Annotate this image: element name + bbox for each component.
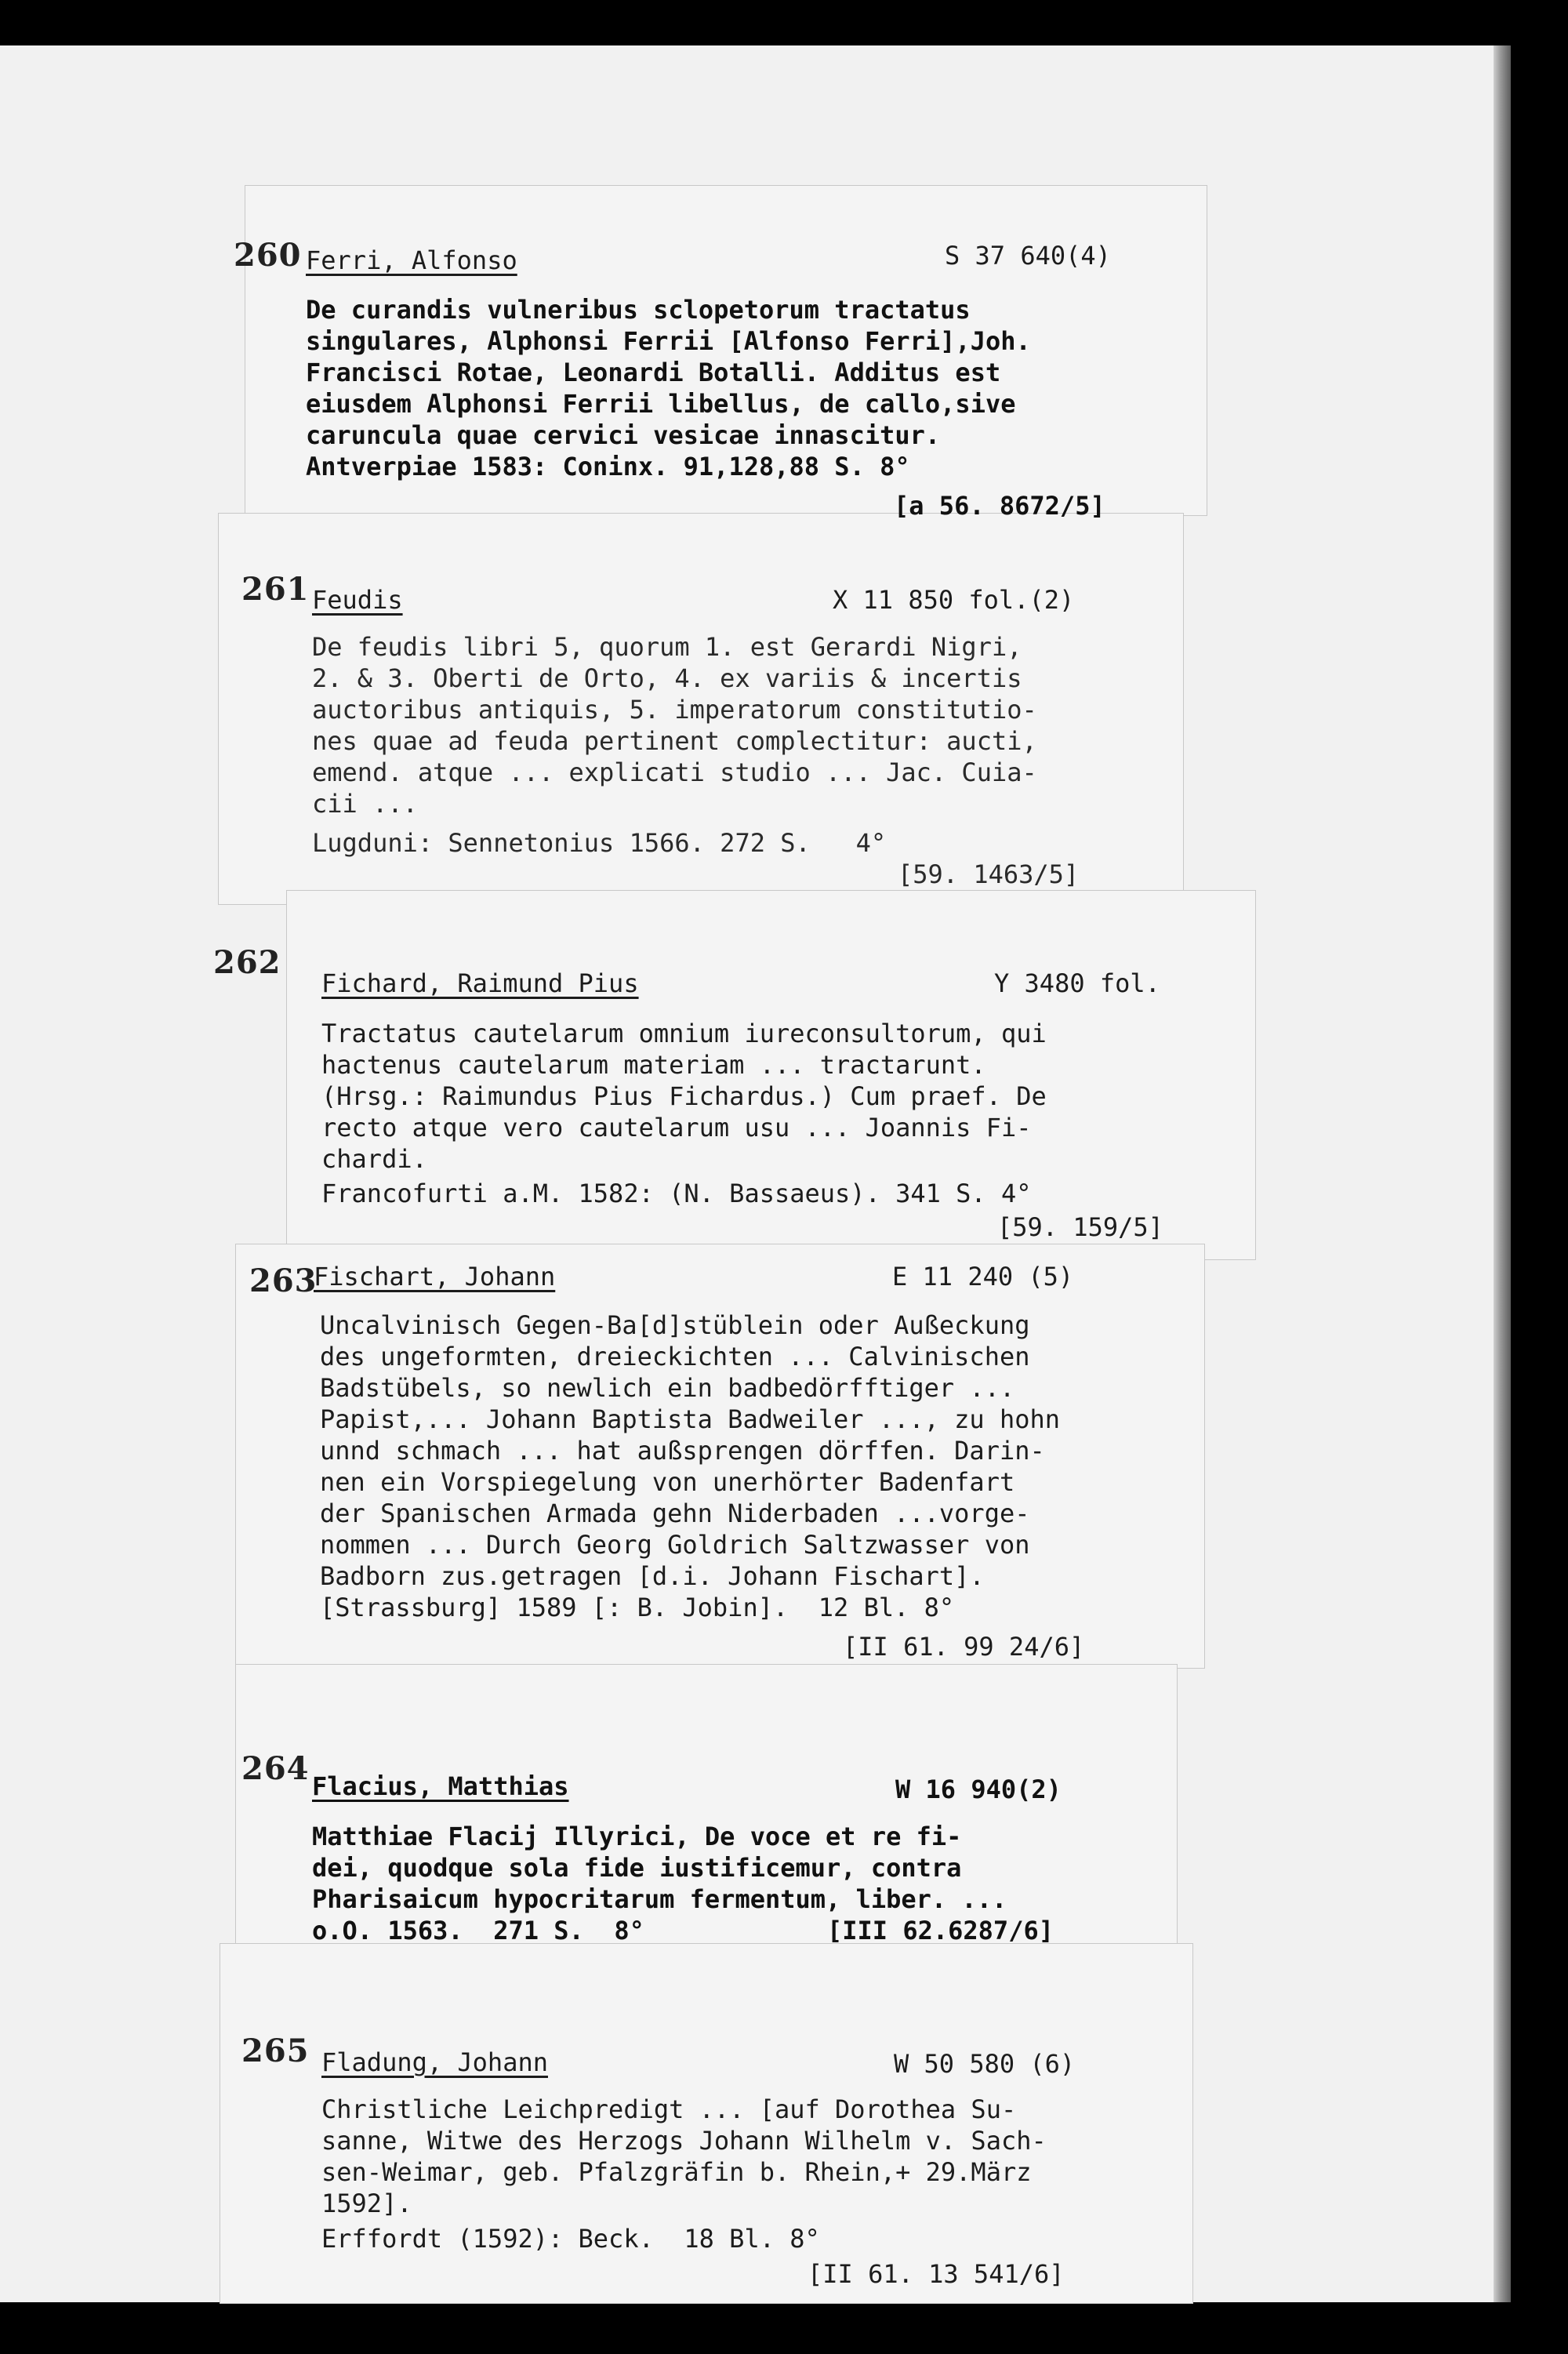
entry-line: hactenus cautelarum materiam ... tractarunt. (321, 1050, 986, 1080)
entry-line: caruncula quae cervici vesicae innascitur. (306, 420, 941, 450)
shelf-mark: S 37 640(4) (945, 241, 1111, 271)
entry-line: Francisci Rotae, Leonardi Botalli. Additus est (306, 358, 1001, 387)
entry-line: eiusdem Alphonsi Ferrii libellus, de callo,sive (306, 389, 1016, 419)
entry-line: singulares, Alphonsi Ferrii [Alfonso Ferri],Joh. (306, 326, 1031, 356)
entry-line: dei, quodque sola fide iustificemur, contra (312, 1853, 962, 1883)
entry-line: Tractatus cautelarum omnium iureconsultorum, qui (321, 1019, 1047, 1048)
entry-heading: Ferri, Alfonso (306, 245, 517, 275)
call-number: [59. 1463/5] (898, 859, 1080, 889)
entry-line: Matthiae Flacij Illyrici, De voce et re fi- (312, 1822, 962, 1851)
entry-line: nes quae ad feuda pertinent complectitur: aucti, (312, 726, 1037, 756)
entry-heading: Fischart, Johann (314, 1262, 556, 1291)
entry-line: auctoribus antiquis, 5. imperatorum constitutio- (312, 695, 1037, 725)
entry-line: Francofurti a.M. 1582: (N. Bassaeus). 341 S. 4° (321, 1179, 1032, 1208)
entry-heading: Fichard, Raimund Pius (321, 968, 639, 998)
call-number: [59. 159/5] (997, 1212, 1163, 1242)
entry-line: 2. & 3. Oberti de Orto, 4. ex variis & incertis (312, 663, 1022, 693)
entry-line: [Strassburg] 1589 [: B. Jobin]. 12 Bl. 8° (320, 1593, 955, 1622)
entry-line: nen ein Vorspiegelung von unerhörter Badenfart (320, 1467, 1015, 1497)
entry-line: Erffordt (1592): Beck. 18 Bl. 8° (321, 2224, 820, 2254)
entry-number: 264 (241, 1750, 310, 1787)
shelf-mark: X 11 850 fol.(2) (833, 585, 1075, 615)
entry-number: 262 (213, 944, 281, 981)
entry-line: Antverpiae 1583: Coninx. 91,128,88 S. 8° (306, 452, 910, 481)
entry-line: Lugduni: Sennetonius 1566. 272 S. 4° (312, 828, 887, 858)
entry-line: Badstübels, so newlich ein badbedörfftiger ... (320, 1373, 1015, 1403)
entry-line: Papist,... Johann Baptista Badweiler ..., zu hohn (320, 1404, 1061, 1434)
call-number: [II 61. 13 541/6] (808, 2259, 1065, 2289)
entry-number: 260 (234, 237, 302, 274)
call-number: [III 62.6287/6] (827, 1916, 1054, 1945)
entry-line: sanne, Witwe des Herzogs Johann Wilhelm v. Sach- (321, 2126, 1047, 2156)
entry-line: De curandis vulneribus sclopetorum tractatus (306, 295, 971, 325)
entry-line: o.O. 1563. 271 S. 8° (312, 1916, 644, 1945)
entry-line: Christliche Leichpredigt ... [auf Dorothea Su- (321, 2094, 1017, 2124)
entry-line: unnd schmach ... hat außsprengen dörffen. Darin- (320, 1436, 1045, 1466)
entry-number: 265 (241, 2033, 310, 2069)
entry-line: 1592]. (321, 2189, 412, 2218)
entry-line: cii ... (312, 789, 418, 819)
entry-line: recto atque vero cautelarum usu ... Joannis Fi- (321, 1113, 1032, 1142)
entry-line: des ungeformten, dreieckichten ... Calvinischen (320, 1342, 1030, 1371)
shelf-mark: E 11 240 (5) (892, 1262, 1074, 1291)
page-edge (1494, 45, 1511, 2302)
entry-heading: Feudis (312, 585, 403, 615)
call-number: [a 56. 8672/5] (894, 491, 1105, 521)
entry-line: chardi. (321, 1144, 427, 1174)
entry-heading: Flacius, Matthias (312, 1771, 569, 1801)
shelf-mark: W 50 580 (6) (894, 2049, 1076, 2079)
entry-line: nommen ... Durch Georg Goldrich Saltzwasser von (320, 1530, 1030, 1560)
entry-line: der Spanischen Armada gehn Niderbaden ...vorge- (320, 1498, 1030, 1528)
entry-line: emend. atque ... explicati studio ... Jac. Cuia- (312, 757, 1037, 787)
entry-number: 263 (249, 1262, 318, 1299)
entry-line: De feudis libri 5, quorum 1. est Gerardi Nigri, (312, 632, 1022, 662)
entry-line: sen-Weimar, geb. Pfalzgräfin b. Rhein,+ 29.März (321, 2157, 1032, 2187)
call-number: [II 61. 99 24/6] (843, 1632, 1085, 1662)
entry-line: (Hrsg.: Raimundus Pius Fichardus.) Cum praef. De (321, 1081, 1047, 1111)
shelf-mark: W 16 940(2) (895, 1775, 1062, 1804)
entry-line: Pharisaicum hypocritarum fermentum, liber. ... (312, 1884, 1007, 1914)
entry-line: Badborn zus.getragen [d.i. Johann Fischart]. (320, 1561, 985, 1591)
entry-line: Uncalvinisch Gegen-Ba[d]stüblein oder Außeckung (320, 1310, 1030, 1340)
entry-heading: Fladung, Johann (321, 2047, 548, 2077)
entry-number: 261 (241, 571, 310, 608)
shelf-mark: Y 3480 fol. (994, 968, 1160, 998)
